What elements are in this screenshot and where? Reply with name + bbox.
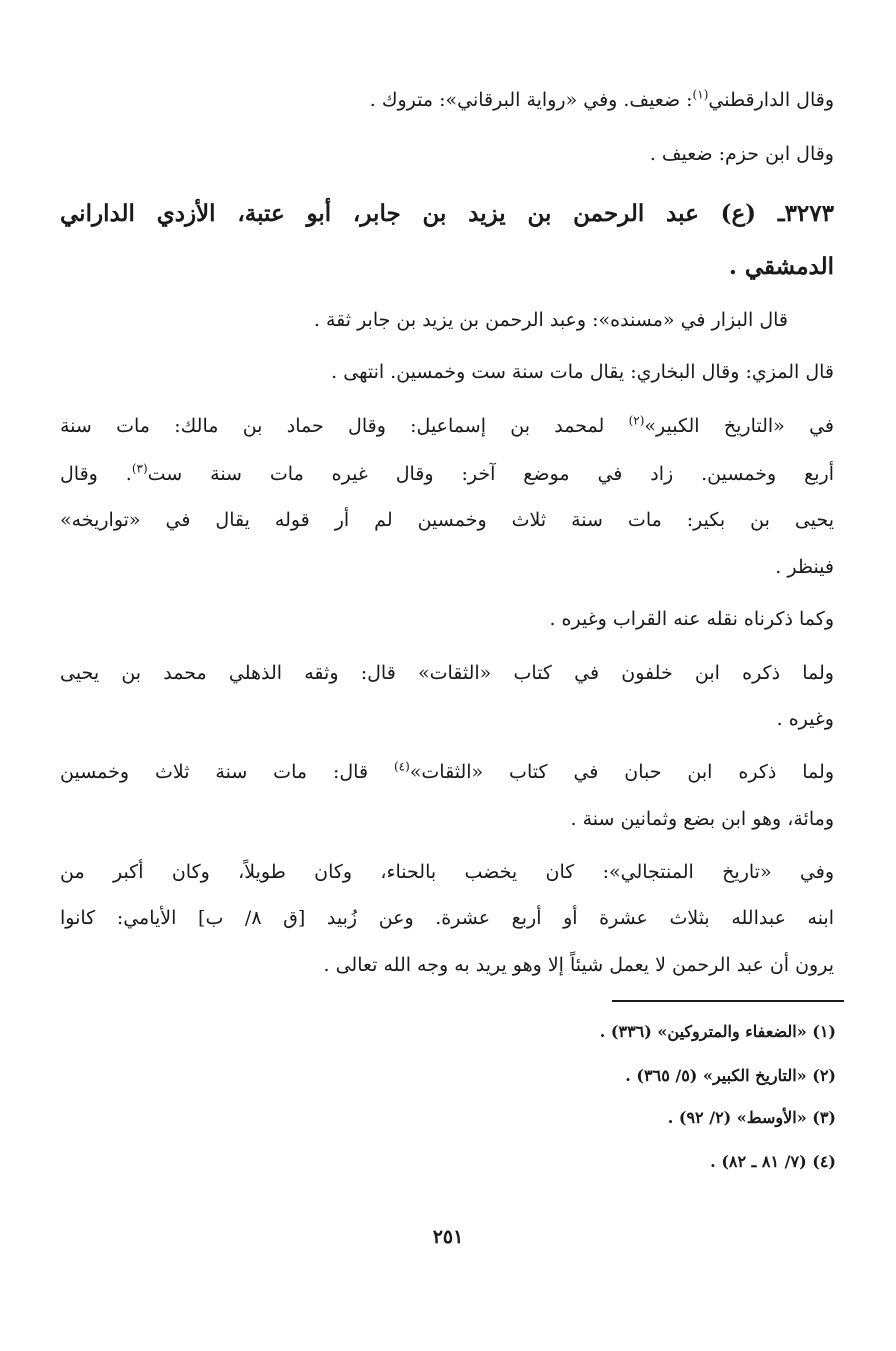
text-span: لمحمد بن إسماعيل: وقال حماد بن مالك: مات سنة <box>60 415 629 437</box>
text-line: قال البزار في «مسنده»: وعبد الرحمن بن يزيد بن جابر ثقة . <box>313 309 788 331</box>
footnote-1: (١) «الضعفاء والمتروكين» (٣٣٦) . <box>599 1022 836 1041</box>
text-line: وقال ابن حزم: ضعيف . <box>649 143 834 165</box>
text-line <box>60 460 834 488</box>
text-span: ولما ذكره ابن حبان في كتاب «الثقات» <box>409 761 834 783</box>
text-span: . وقال <box>60 463 132 485</box>
footnote-marker: (٤) <box>393 759 410 774</box>
text-span: : ضعيف. وفي «رواية البرقاني»: متروك . <box>369 89 693 111</box>
text-line: وغيره . <box>776 708 834 730</box>
text-line: ومائة، وهو ابن بضع وثمانين سنة . <box>570 808 834 830</box>
text-line <box>60 86 834 114</box>
text-line <box>60 758 834 786</box>
footnote-marker: (٢) <box>628 413 645 428</box>
entry-heading: ٣٢٧٣ـ (ع) عبد الرحمن بن يزيد بن جابر، أبو عتبة، الأزدي الداراني <box>60 200 834 227</box>
page-number: ٢٥١ <box>432 1226 464 1248</box>
text-span: وقال الدارقطني <box>708 89 834 111</box>
text-line: وكما ذكرناه نقله عنه القراب وغيره . <box>549 608 834 630</box>
text-line: يرون أن عبد الرحمن لا يعمل شيئاً إلا وهو يريد به وجه الله تعالى . <box>323 954 834 976</box>
text-line: فينظر . <box>775 556 834 578</box>
text-span: قال: مات سنة ثلاث وخمسين <box>60 761 394 783</box>
footnote-marker: (٣) <box>131 461 148 476</box>
text-line: ابنه عبدالله بثلاث عشرة أو أربع عشرة. وعن زُبيد [ق ٨/ ب] الأيامي: كانوا <box>60 907 834 929</box>
text-line: ولما ذكره ابن خلفون في كتاب «الثقات» قال: وثقه الذهلي محمد بن يحيى <box>60 662 834 684</box>
text-span: في «التاريخ الكبير» <box>644 415 834 437</box>
text-line: يحيى بن بكير: مات سنة ثلاث وخمسين لم أر قوله يقال في «تواريخه» <box>60 509 834 531</box>
text-line: وفي «تاريخ المنتجالي»: كان يخضب بالحناء، وكان طويلاً، وكان أكبر من <box>60 861 834 883</box>
text-line <box>60 412 834 440</box>
footnote-separator <box>612 1000 844 1002</box>
footnote-4: (٤) (٧/ ٨١ ـ ٨٢) . <box>710 1152 836 1171</box>
text-line: قال المزي: وقال البخاري: يقال مات سنة ست وخمسين. انتهى . <box>331 361 834 383</box>
footnote-marker: (١) <box>692 87 709 102</box>
footnote-2: (٢) «التاريخ الكبير» (٥/ ٣٦٥) . <box>625 1066 836 1085</box>
entry-heading-continued: الدمشقي . <box>728 253 834 280</box>
footnote-3: (٣) «الأوسط» (٢/ ٩٢) . <box>667 1108 836 1127</box>
text-span: أربع وخمسين. زاد في موضع آخر: وقال غيره مات سنة ست <box>147 463 834 485</box>
